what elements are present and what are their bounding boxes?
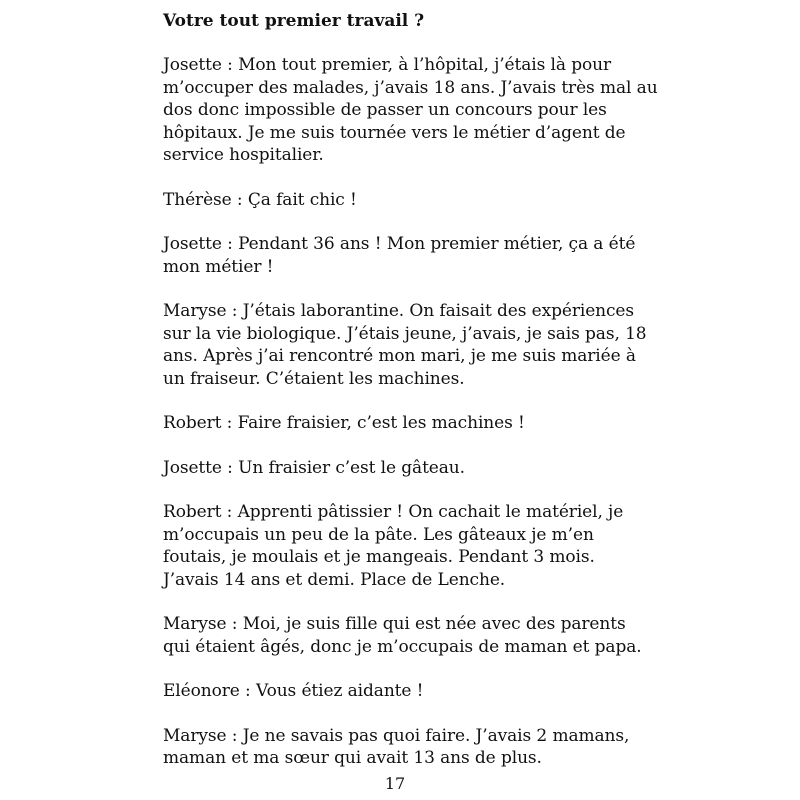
text-line: m’occuper des malades, j’avais 18 ans. J’avais très mal au xyxy=(163,77,658,98)
text-line: un fraiseur. C’étaient les machines. xyxy=(163,368,465,389)
text-line: maman et ma sœur qui avait 13 ans de plus. xyxy=(163,748,542,768)
section-heading: Votre tout premier travail ? xyxy=(163,11,425,31)
paragraph xyxy=(163,412,683,435)
text-line: sur la vie biologique. J’étais jeune, j’avais, je sais pas, 18 xyxy=(163,323,647,344)
paragraph xyxy=(163,233,683,278)
paragraph xyxy=(163,725,683,770)
page-number: 17 xyxy=(384,774,406,793)
paragraph xyxy=(163,54,683,167)
text-line: Josette : Mon tout premier, à l’hôpital, j’étais là pour xyxy=(163,55,612,75)
paragraph xyxy=(163,501,683,591)
text-line: J’avais 14 ans et demi. Place de Lenche. xyxy=(163,569,506,590)
text-line: ans. Après j’ai rencontré mon mari, je me suis mariée à xyxy=(163,346,636,366)
text-line: dos donc impossible de passer un concours pour les xyxy=(163,100,607,120)
paragraph xyxy=(163,457,683,480)
text-line: Josette : Pendant 36 ans ! Mon premier métier, ça a été xyxy=(163,234,636,254)
text-line: service hospitalier. xyxy=(163,145,324,165)
text-line: hôpitaux. Je me suis tournée vers le métier d’agent de xyxy=(163,122,626,143)
text-line: qui étaient âgés, donc je m’occupais de maman et papa. xyxy=(163,636,642,657)
text-line: Maryse : Moi, je suis fille qui est née avec des parents xyxy=(163,614,626,634)
paragraph xyxy=(163,680,683,703)
text-line: mon métier ! xyxy=(163,256,274,277)
text-line: Robert : Apprenti pâtissier ! On cachait le matériel, je xyxy=(163,502,624,522)
text-line: m’occupais un peu de la pâte. Les gâteaux je m’en xyxy=(163,524,594,545)
page-content xyxy=(163,10,683,792)
text-line: Robert : Faire fraisier, c’est les machines ! xyxy=(163,413,525,433)
text-line: foutais, je moulais et je mangeais. Pendant 3 mois. xyxy=(163,547,595,567)
text-line: Thérèse : Ça fait chic ! xyxy=(163,189,357,210)
paragraph xyxy=(163,189,683,212)
text-line: Maryse : Je ne savais pas quoi faire. J’avais 2 mamans, xyxy=(163,725,630,746)
paragraph xyxy=(163,613,683,658)
text-line: Maryse : J’étais laborantine. On faisait des expériences xyxy=(163,301,635,321)
text-line: Eléonore : Vous étiez aidante ! xyxy=(163,681,424,701)
text-line: Josette : Un fraisier c’est le gâteau. xyxy=(163,457,465,478)
paragraph xyxy=(163,300,683,390)
